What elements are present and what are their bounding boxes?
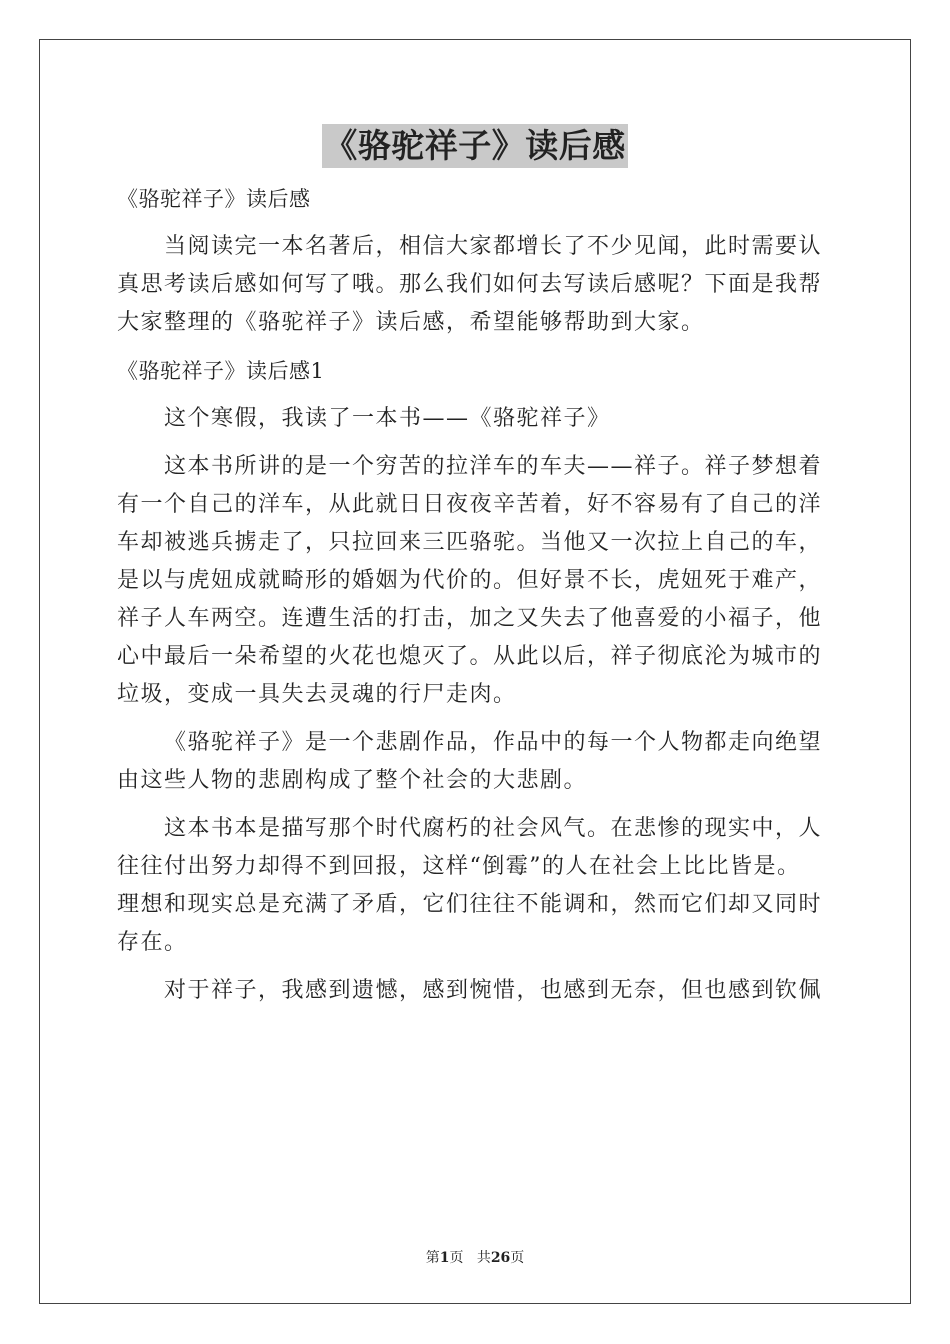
text-line: 大家整理的《骆驼祥子》读后感，希望能够帮助到大家。 [117, 310, 705, 335]
document-body [117, 180, 837, 1020]
text-line: 理想和现实总是充满了矛盾，它们往往不能调和，然而它们却又同时 [117, 892, 823, 917]
page-number: 1 [439, 1250, 450, 1266]
paragraph [117, 448, 837, 714]
paragraph [117, 400, 837, 438]
page-prefix: 第 [425, 1250, 440, 1266]
text-line: 《骆驼祥子》是一个悲剧作品，作品中的每一个人物都走向绝望 [164, 730, 823, 755]
document-title: 《骆驼祥子》读后感 [322, 124, 628, 168]
text-line: 往往付出努力却得不到回报，这样“倒霉”的人在社会上比比皆是。 [117, 854, 801, 879]
text-line: 存在。 [117, 930, 188, 955]
text-line: 这本书本是描写那个时代腐朽的社会风气。在悲惨的现实中，人 [164, 816, 823, 841]
total-prefix: 共 [476, 1250, 491, 1266]
section-heading: 《骆驼祥子》读后感1 [117, 359, 325, 383]
page-footer [0, 1247, 950, 1267]
paragraph [117, 810, 837, 962]
paragraph [117, 972, 837, 1010]
total-suffix: 页 [510, 1250, 525, 1266]
page-suffix: 页 [449, 1250, 464, 1266]
text-line: 垃圾，变成一具失去灵魂的行尸走肉。 [117, 682, 517, 707]
subtitle: 《骆驼祥子》读后感 [117, 187, 311, 211]
text-line: 心中最后一朵希望的火花也熄灭了。从此以后，祥子彻底沦为城市的 [117, 644, 823, 669]
text-line: 由这些人物的悲剧构成了整个社会的大悲剧。 [117, 768, 588, 793]
title-wrap [0, 124, 950, 168]
intro-paragraph [117, 228, 837, 342]
text-line: 对于祥子，我感到遗憾，感到惋惜，也感到无奈，但也感到钦佩 [164, 978, 823, 1003]
text-line: 这本书所讲的是一个穷苦的拉洋车的车夫——祥子。祥子梦想着 [164, 454, 823, 479]
text-line: 车却被逃兵掳走了，只拉回来三匹骆驼。当他又一次拉上自己的车， [117, 530, 823, 555]
text-line: 是以与虎妞成就畸形的婚姻为代价的。但好景不长，虎妞死于难产， [117, 568, 823, 593]
text-line: 真思考读后感如何写了哦。那么我们如何去写读后感呢？下面是我帮 [117, 272, 823, 297]
text-line: 有一个自己的洋车，从此就日日夜夜辛苦着，好不容易有了自己的洋 [117, 492, 823, 517]
total-pages: 26 [490, 1250, 511, 1266]
text-line: 当阅读完一本名著后，相信大家都增长了不少见闻，此时需要认 [164, 234, 823, 259]
text-line: 这个寒假，我读了一本书——《骆驼祥子》 [164, 406, 611, 431]
text-line: 祥子人车两空。连遭生活的打击，加之又失去了他喜爱的小福子，他 [117, 606, 823, 631]
paragraph [117, 724, 837, 800]
